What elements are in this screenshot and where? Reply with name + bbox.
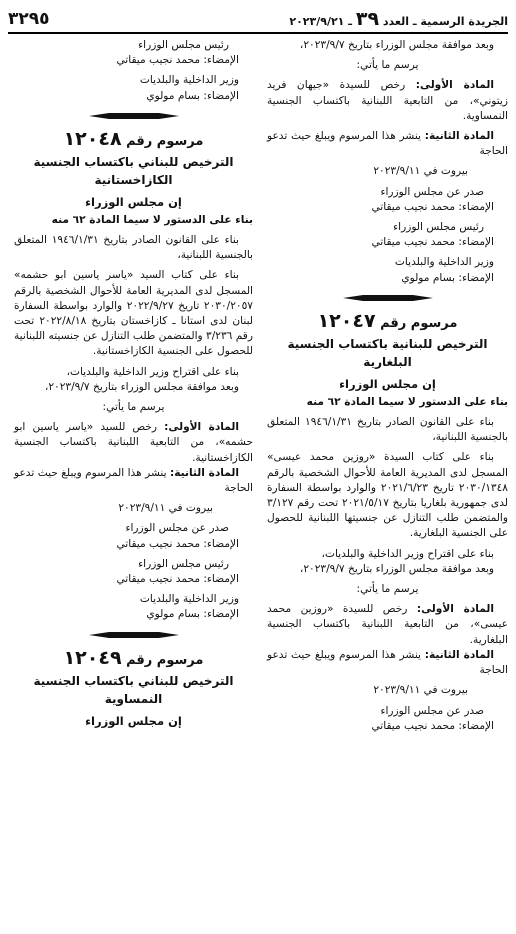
issued-by: صدر عن مجلس الوزراء bbox=[125, 522, 229, 535]
article-text: ينشر هذا المرسوم ويبلغ حيث تدعو الحاجة bbox=[14, 466, 253, 495]
decree-label: مرسوم رقم bbox=[126, 133, 204, 149]
decree-number: ١٢٠٤٨ bbox=[63, 127, 122, 150]
decree-label: مرسوم رقم bbox=[126, 652, 204, 668]
decree-topic: الترخيص للبنانية باكتساب الجنسية البلغارية bbox=[287, 336, 488, 369]
decree-title bbox=[14, 128, 253, 153]
article-one bbox=[267, 78, 508, 124]
page-number: ٣٢٩٥ bbox=[8, 9, 50, 29]
page-header bbox=[8, 6, 508, 34]
issue-date: ـ ٢٠٢٣/٩/٢١ bbox=[289, 15, 352, 28]
issued-by: صدر عن مجلس الوزراء bbox=[380, 185, 484, 198]
article-two bbox=[267, 129, 508, 159]
article-text: رخص للسيدة «روزين محمد عيسى»، من التابعية اللبنانية باكتساب الجنسية البلغارية. bbox=[267, 603, 508, 646]
issue-number: ٣٩ bbox=[355, 8, 380, 30]
decree-number: ١٢٠٤٩ bbox=[63, 646, 122, 669]
minister-title: وزير الداخلية والبلديات bbox=[139, 74, 239, 87]
decree-title bbox=[14, 647, 253, 672]
place-date: بيروت في ٢٠٢٣/٩/١١ bbox=[118, 502, 213, 515]
signature: الإمضاء: محمد نجيب ميقاتي bbox=[371, 200, 494, 213]
gazette-title: الجريدة الرسمية ـ العدد bbox=[382, 15, 508, 28]
letter-clause: بناء على كتاب السيدة «روزين محمد عيسى» المسجل لدى المديرية العامة للأحوال الشخصية بالرقم ٢٠٣٠/١٣٤٨ تاريخ ٢٠٢١/٦/٢٣ والوارد بواسطة السفارة لدى جمهورية بلغاريا بتاريخ ٢٠٢١/٥/١٧ تحت رقم ٣/١٢٧ والمتضمن طلب التنازل عن جنسيتها اللبنانية للحصول على الجنسية البلغارية. bbox=[267, 451, 509, 540]
article-label: المادة الثانية: bbox=[169, 466, 239, 479]
signature: الإمضاء: محمد نجيب ميقاتي bbox=[116, 54, 239, 67]
signature: الإمضاء: محمد نجيب ميقاتي bbox=[371, 236, 494, 249]
place-date: بيروت في ٢٠٢٣/٩/١١ bbox=[373, 165, 468, 178]
signature: الإمضاء: بسام مولوي bbox=[146, 89, 239, 102]
law-clause: بناء على القانون الصادر بتاريخ ١٩٤٦/١/٣١ المتعلق بالجنسية اللبنانية، bbox=[14, 234, 253, 262]
minister-title: وزير الداخلية والبلديات bbox=[394, 256, 494, 269]
section-divider bbox=[89, 631, 179, 639]
article-label: المادة الأولى: bbox=[164, 421, 239, 434]
approval-line: وبعد موافقة مجلس الوزراء بتاريخ ٢٠٢٣/٩/٧، bbox=[44, 380, 239, 393]
decree-title bbox=[267, 310, 508, 335]
section-divider bbox=[343, 294, 433, 302]
council-heading: إن مجلس الوزراء bbox=[85, 194, 182, 209]
article-text: ينشر هذا المرسوم ويبلغ حيث تدعو الحاجة bbox=[267, 130, 508, 158]
gazette-header-title bbox=[289, 8, 508, 30]
signature: الإمضاء: بسام مولوي bbox=[146, 608, 239, 621]
article-text: ينشر هذا المرسوم ويبلغ حيث تدعو الحاجة bbox=[267, 648, 508, 677]
article-label: المادة الأولى: bbox=[415, 79, 494, 92]
council-heading: إن مجلس الوزراء bbox=[85, 713, 182, 728]
article-label: المادة الأولى: bbox=[416, 603, 494, 616]
place-date: بيروت في ٢٠٢٣/٩/١١ bbox=[373, 684, 468, 697]
approval-line: وبعد موافقة مجلس الوزراء بتاريخ ٢٠٢٣/٩/٧، bbox=[299, 39, 494, 51]
signature: الإمضاء: محمد نجيب ميقاتي bbox=[116, 537, 239, 550]
article-two bbox=[267, 648, 508, 678]
article-text: رخص للسيد «ياسر ياسين ابو حشمه»، من التابعية اللبنانية باكتساب الجنسية الكازاخستانية. bbox=[14, 421, 253, 464]
article-text: رخص للسيدة «جيهان فريد زيتوني»، من التابعية اللبنانية باكتساب الجنسية النمساوية. bbox=[267, 79, 508, 122]
proposal-clause: بناء على اقتراح وزير الداخلية والبلديات، bbox=[321, 547, 494, 560]
decree-number: ١٢٠٤٧ bbox=[317, 309, 376, 332]
two-column-body bbox=[8, 38, 508, 734]
approval-line: وبعد موافقة مجلس الوزراء بتاريخ ٢٠٢٣/٩/٧، bbox=[299, 562, 494, 575]
right-column bbox=[261, 38, 508, 734]
pm-title: رئيس مجلس الوزراء bbox=[393, 221, 484, 234]
minister-title: وزير الداخلية والبلديات bbox=[139, 593, 239, 606]
pm-title: رئيس مجلس الوزراء bbox=[138, 39, 229, 51]
constitution-clause: بناء على الدستور لا سيما المادة ٦٢ منه bbox=[306, 395, 508, 408]
signature: الإمضاء: محمد نجيب ميقاتي bbox=[371, 719, 494, 732]
left-column bbox=[14, 38, 261, 734]
proposal-clause: بناء على اقتراح وزير الداخلية والبلديات، bbox=[66, 365, 239, 378]
signature: الإمضاء: محمد نجيب ميقاتي bbox=[116, 573, 239, 586]
constitution-clause: بناء على الدستور لا سيما المادة ٦٢ منه bbox=[51, 213, 253, 226]
decree-topic: الترخيص للبناني باكتساب الجنسية الكازاخستانية bbox=[33, 154, 234, 187]
section-divider bbox=[89, 112, 179, 120]
decree-label: مرسوم رقم bbox=[380, 315, 458, 331]
article-one bbox=[267, 602, 508, 648]
article-label: المادة الثانية: bbox=[424, 648, 494, 661]
decree-line: يرسم ما يأتي: bbox=[356, 59, 419, 72]
article-one bbox=[14, 420, 253, 466]
article-label: المادة الثانية: bbox=[424, 130, 494, 143]
pm-title: رئيس مجلس الوزراء bbox=[138, 557, 229, 570]
law-clause: بناء على القانون الصادر بتاريخ ١٩٤٦/١/٣١ المتعلق بالجنسية اللبنانية، bbox=[267, 416, 508, 444]
decree-line: يرسم ما يأتي: bbox=[356, 583, 419, 596]
decree-line: يرسم ما يأتي: bbox=[102, 401, 165, 414]
council-heading: إن مجلس الوزراء bbox=[339, 376, 436, 391]
decree-topic: الترخيص للبناني باكتساب الجنسية النمساوية bbox=[33, 673, 234, 706]
article-two bbox=[14, 466, 253, 496]
letter-clause: بناء على كتاب السيد «ياسر ياسين ابو حشمه» المسجل لدى المديرية العامة للأحوال الشخصية بالرقم ٢٠٣٠/٢٠٥٧ تاريخ ٢٠٢٢/٩/٢٧ والوارد بواسطة السفارة لبنان لدى استانا ـ كازاخستان بتاريخ ٢٠٢٢/٨/١٨ تحت رقم ٣/٢٣٦ والمتضمن طلب التنازل عن جنسيته اللبنانية للحصول على الجنسية الكازاخستانية. bbox=[14, 269, 254, 358]
signature: الإمضاء: بسام مولوي bbox=[401, 271, 494, 284]
issued-by: صدر عن مجلس الوزراء bbox=[380, 704, 484, 717]
